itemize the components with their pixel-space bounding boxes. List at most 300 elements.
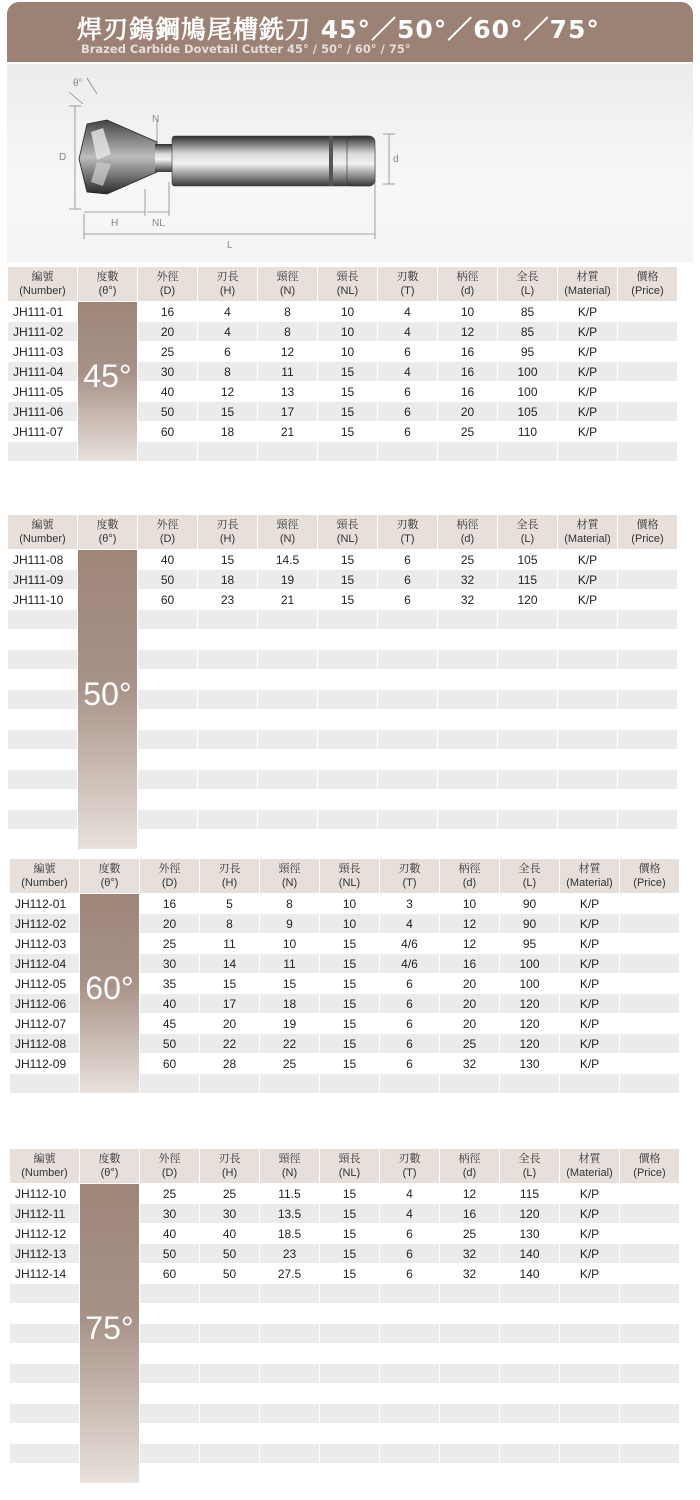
part-number-cell (10, 1074, 79, 1093)
table-cell: 8 (200, 914, 259, 933)
table-cell (438, 830, 497, 849)
table-cell (200, 1074, 259, 1093)
table-cell: 28 (200, 1054, 259, 1073)
column-header (380, 1149, 439, 1183)
table-cell (500, 1074, 559, 1093)
neck-dia-label: N (152, 114, 160, 125)
part-number-cell: JH112-13 (10, 1244, 79, 1263)
table-cell: 6 (380, 974, 439, 993)
table-cell (140, 1464, 199, 1483)
table-cell: 12 (438, 322, 497, 341)
table-cell (200, 1384, 259, 1403)
table-cell (620, 994, 679, 1013)
table-cell (138, 650, 197, 669)
table-cell: K/P (560, 1244, 619, 1263)
table-cell (560, 1344, 619, 1363)
column-header-zh: 度數 (98, 863, 121, 875)
table-cell: 23 (260, 1244, 319, 1263)
table-cell (200, 1304, 259, 1323)
part-number-cell (10, 1284, 79, 1303)
table-cell: 95 (500, 934, 559, 953)
table-cell: K/P (558, 590, 617, 609)
column-header (8, 515, 77, 549)
table-cell (138, 610, 197, 629)
column-header-en: (T) (402, 1167, 417, 1179)
table-cell: 30 (140, 1204, 199, 1223)
column-header (78, 515, 137, 549)
angle-label: 75° (85, 1310, 134, 1346)
column-header-zh: 外徑 (158, 863, 181, 875)
header-row (10, 1149, 679, 1183)
table-cell (440, 1324, 499, 1343)
part-number-cell (10, 1324, 79, 1343)
table-cell: 6 (378, 590, 437, 609)
table-cell (380, 1074, 439, 1093)
column-header (440, 859, 499, 893)
table-cell: 15 (320, 1034, 379, 1053)
table-cell: 6 (380, 1224, 439, 1243)
table-cell: 50 (140, 1244, 199, 1263)
table-cell (618, 550, 677, 569)
table-cell: 6 (378, 422, 437, 441)
table-cell: 60 (138, 590, 197, 609)
table-cell: 18 (198, 570, 257, 589)
column-header (258, 267, 317, 301)
table-cell (620, 1424, 679, 1443)
angle-cell (80, 1184, 139, 1483)
table-cell: 15 (318, 550, 377, 569)
table-cell: 40 (140, 1224, 199, 1243)
table-cell (320, 1404, 379, 1423)
table-cell (560, 1404, 619, 1423)
table-cell (620, 1324, 679, 1343)
table-cell: 10 (260, 934, 319, 953)
table-cell (260, 1404, 319, 1423)
table-cell (438, 770, 497, 789)
column-header-zh: 柄徑 (456, 519, 479, 531)
column-header-en: (N) (279, 285, 296, 297)
column-header-zh: 刃數 (398, 863, 421, 875)
column-header (260, 859, 319, 893)
table-cell (318, 610, 377, 629)
column-header-zh: 編號 (33, 1153, 56, 1165)
table-cell: 32 (440, 1264, 499, 1283)
table-cell (318, 710, 377, 729)
dovetail-cutter-diagram (7, 64, 693, 262)
table-cell (320, 1284, 379, 1303)
table-cell (620, 954, 679, 973)
table-cell (498, 790, 557, 809)
table-cell: 20 (200, 1014, 259, 1033)
table-cell (620, 1054, 679, 1073)
table-cell (258, 650, 317, 669)
table-cell: 15 (318, 422, 377, 441)
table-cell (380, 1404, 439, 1423)
table-cell: 140 (500, 1244, 559, 1263)
table-cell (140, 1074, 199, 1093)
table-cell: K/P (560, 954, 619, 973)
table-cell (378, 650, 437, 669)
column-header (378, 515, 437, 549)
part-number-cell: JH112-14 (10, 1264, 79, 1283)
table-cell: 60 (140, 1054, 199, 1073)
table-cell (318, 690, 377, 709)
table-cell (378, 610, 437, 629)
table-cell (200, 1464, 259, 1483)
table-cell: K/P (560, 1204, 619, 1223)
table-cell: K/P (558, 570, 617, 589)
table-cell (618, 650, 677, 669)
table-cell: 11.5 (260, 1184, 319, 1203)
table-cell: 16 (440, 1204, 499, 1223)
table-cell (498, 442, 557, 461)
column-header (558, 267, 617, 301)
column-header-zh: 價格 (636, 271, 659, 283)
table-cell (138, 770, 197, 789)
table-cell (438, 710, 497, 729)
column-header (140, 859, 199, 893)
table-row (10, 894, 679, 913)
table-cell: 30 (200, 1204, 259, 1223)
column-header-en: (T) (400, 285, 415, 297)
part-number-cell: JH111-02 (8, 322, 77, 341)
table-cell: 25 (140, 934, 199, 953)
table-cell (198, 630, 257, 649)
table-cell: 4/6 (380, 954, 439, 973)
table-cell: 15 (318, 402, 377, 421)
spec-table-4 (9, 1148, 680, 1484)
table-cell: 10 (320, 914, 379, 933)
table-cell (440, 1464, 499, 1483)
part-number-cell: JH111-06 (8, 402, 77, 421)
table-cell: 4 (378, 302, 437, 321)
table-cell (380, 1384, 439, 1403)
table-cell (140, 1404, 199, 1423)
column-header-en: (Price) (633, 1167, 666, 1179)
column-header-en: (d) (460, 533, 475, 545)
table-cell: 40 (200, 1224, 259, 1243)
column-header (10, 1149, 79, 1183)
table-cell (378, 442, 437, 461)
table-cell (560, 1424, 619, 1443)
table-cell: 130 (500, 1054, 559, 1073)
table-cell (558, 670, 617, 689)
part-number-cell (8, 810, 77, 829)
column-header (140, 1149, 199, 1183)
column-header-zh: 頸長 (338, 863, 361, 875)
column-header-en: (NL) (338, 877, 361, 889)
table-cell (558, 442, 617, 461)
table-cell (378, 710, 437, 729)
table-cell (438, 810, 497, 829)
table-cell (438, 750, 497, 769)
table-cell: 5 (200, 894, 259, 913)
column-header-zh: 度數 (98, 1153, 121, 1165)
angle-label: 50° (83, 676, 132, 712)
part-number-cell (8, 610, 77, 629)
table-cell: 32 (440, 1054, 499, 1073)
table-cell (198, 650, 257, 669)
table-cell: 18.5 (260, 1224, 319, 1243)
table-cell: 15 (318, 362, 377, 381)
table-cell: 15 (320, 1054, 379, 1073)
table-cell (320, 1364, 379, 1383)
column-header (438, 267, 497, 301)
table-cell (498, 730, 557, 749)
column-header (618, 267, 677, 301)
column-header (560, 1149, 619, 1183)
part-number-cell: JH111-09 (8, 570, 77, 589)
table-cell: 15 (320, 1244, 379, 1263)
table-cell: 120 (500, 994, 559, 1013)
table-cell: 25 (140, 1184, 199, 1203)
table-cell (618, 790, 677, 809)
spec-table-3 (9, 858, 680, 1094)
part-number-cell (10, 1404, 79, 1423)
table-cell (618, 322, 677, 341)
table-cell: K/P (560, 1014, 619, 1033)
table-cell (620, 974, 679, 993)
part-number-cell: JH112-09 (10, 1054, 79, 1073)
table-cell (260, 1344, 319, 1363)
table-cell: 14.5 (258, 550, 317, 569)
angle-label: 60° (85, 970, 134, 1006)
table-cell (198, 442, 257, 461)
table-cell (558, 630, 617, 649)
table-cell (618, 690, 677, 709)
column-header-zh: 刃長 (216, 271, 239, 283)
table-cell (620, 1364, 679, 1383)
table-cell: 10 (440, 894, 499, 913)
part-number-cell (10, 1464, 79, 1483)
table-row (8, 302, 677, 321)
column-header (258, 515, 317, 549)
table-cell: 6 (380, 1014, 439, 1033)
table-cell: 40 (140, 994, 199, 1013)
table-cell (620, 1204, 679, 1223)
table-cell: 40 (138, 550, 197, 569)
table-cell (258, 770, 317, 789)
table-cell: 16 (438, 382, 497, 401)
table-cell: 19 (260, 1014, 319, 1033)
column-header (498, 515, 557, 549)
column-header-en: (Price) (631, 285, 664, 297)
table-cell: 9 (260, 914, 319, 933)
table-cell: 50 (138, 570, 197, 589)
table-cell (198, 770, 257, 789)
table-cell (260, 1424, 319, 1443)
table-cell (318, 630, 377, 649)
table-cell: 19 (258, 570, 317, 589)
column-header-zh: 頸長 (338, 1153, 361, 1165)
table-cell (618, 610, 677, 629)
table-cell (260, 1074, 319, 1093)
table-cell (618, 670, 677, 689)
table-cell (440, 1304, 499, 1323)
column-header-zh: 全長 (516, 271, 539, 283)
table-cell (200, 1344, 259, 1363)
table-cell (618, 362, 677, 381)
table-cell: 11 (258, 362, 317, 381)
table-cell (198, 670, 257, 689)
table-cell (258, 730, 317, 749)
column-header-zh: 外徑 (156, 519, 179, 531)
table-cell: 25 (260, 1054, 319, 1073)
column-header-zh: 柄徑 (458, 1153, 481, 1165)
table-cell: 15 (200, 974, 259, 993)
overall-length-label: L (227, 240, 233, 251)
table-cell (618, 302, 677, 321)
table-cell: 35 (140, 974, 199, 993)
table-row (10, 1184, 679, 1203)
table-cell: 18 (260, 994, 319, 1013)
column-header-zh: 刃長 (218, 863, 241, 875)
column-header-en: (Material) (566, 877, 613, 889)
column-header-zh: 材質 (576, 271, 599, 283)
table-cell (498, 770, 557, 789)
table-cell: 13 (258, 382, 317, 401)
table-cell: 14 (200, 954, 259, 973)
table-cell: 15 (320, 1014, 379, 1033)
table-cell: 25 (200, 1184, 259, 1203)
part-number-cell: JH111-05 (8, 382, 77, 401)
table-cell (440, 1444, 499, 1463)
table-cell: 90 (500, 894, 559, 913)
table-cell (620, 1464, 679, 1483)
column-header (500, 1149, 559, 1183)
table-cell (558, 690, 617, 709)
header-row (8, 267, 677, 301)
part-number-cell: JH111-10 (8, 590, 77, 609)
table-cell (618, 630, 677, 649)
table-cell: 10 (318, 322, 377, 341)
column-header-en: (θ°) (100, 1167, 119, 1179)
part-number-cell (10, 1304, 79, 1323)
column-header-zh: 價格 (638, 1153, 661, 1165)
table-cell (140, 1384, 199, 1403)
table-cell: 8 (260, 894, 319, 913)
column-header (138, 267, 197, 301)
part-number-cell: JH112-07 (10, 1014, 79, 1033)
column-header-en: (D) (159, 285, 176, 297)
table-cell (618, 770, 677, 789)
table-cell (500, 1384, 559, 1403)
table-cell (500, 1284, 559, 1303)
table-cell (320, 1464, 379, 1483)
table-cell: 50 (140, 1034, 199, 1053)
table-cell: 22 (200, 1034, 259, 1053)
table-cell (258, 750, 317, 769)
table-cell (140, 1444, 199, 1463)
table-cell: 130 (500, 1224, 559, 1243)
table-cell (260, 1364, 319, 1383)
column-header (558, 515, 617, 549)
table-cell: 17 (200, 994, 259, 1013)
table-cell: 32 (438, 590, 497, 609)
angle-label: 45° (83, 358, 132, 394)
table-cell (620, 1384, 679, 1403)
table-cell (318, 790, 377, 809)
table-cell (380, 1464, 439, 1483)
column-header-en: (d) (460, 285, 475, 297)
table-cell (258, 690, 317, 709)
column-header-en: (N) (279, 533, 296, 545)
column-header-en: (θ°) (100, 877, 119, 889)
column-header-zh: 刃數 (396, 271, 419, 283)
table-cell (618, 422, 677, 441)
table-cell (498, 690, 557, 709)
angle-cell (80, 894, 139, 1093)
table-cell (620, 914, 679, 933)
outer-dia-label: D (59, 152, 67, 163)
table-cell (618, 402, 677, 421)
table-cell (618, 382, 677, 401)
table-cell (558, 730, 617, 749)
table-cell (258, 630, 317, 649)
table-cell (380, 1424, 439, 1443)
table-cell (618, 730, 677, 749)
table-cell (318, 770, 377, 789)
table-cell: 15 (320, 954, 379, 973)
part-number-cell: JH112-05 (10, 974, 79, 993)
column-header (198, 515, 257, 549)
table-cell (138, 690, 197, 709)
column-header-en: (Material) (566, 1167, 613, 1179)
column-header (620, 1149, 679, 1183)
table-cell (438, 610, 497, 629)
column-header (498, 267, 557, 301)
table-cell: K/P (558, 422, 617, 441)
table-cell (200, 1364, 259, 1383)
table-cell: 85 (498, 322, 557, 341)
column-header (620, 859, 679, 893)
table-cell: 25 (138, 342, 197, 361)
table-cell: 60 (138, 422, 197, 441)
table-cell: 100 (500, 954, 559, 973)
table-cell (558, 790, 617, 809)
table-cell: 25 (438, 422, 497, 441)
angle-cell (78, 550, 137, 849)
table-cell: 50 (200, 1244, 259, 1263)
table-cell (618, 590, 677, 609)
table-cell (260, 1464, 319, 1483)
column-header-en: (θ°) (98, 285, 117, 297)
column-header (318, 515, 377, 549)
table-cell (618, 442, 677, 461)
part-number-cell (10, 1444, 79, 1463)
column-header-zh: 頸徑 (276, 271, 299, 283)
table-cell (260, 1384, 319, 1403)
theta-label: θ° (73, 78, 83, 89)
table-cell (498, 610, 557, 629)
table-cell (200, 1424, 259, 1443)
column-header-en: (NL) (338, 1167, 361, 1179)
table-cell: 4 (380, 1184, 439, 1203)
column-header-zh: 全長 (518, 1153, 541, 1165)
table-cell (438, 630, 497, 649)
table-cell (560, 1324, 619, 1343)
table-cell (558, 710, 617, 729)
column-header (198, 267, 257, 301)
table-cell: 20 (140, 914, 199, 933)
column-header-zh: 外徑 (158, 1153, 181, 1165)
part-number-cell: JH111-01 (8, 302, 77, 321)
table-cell (320, 1324, 379, 1343)
table-cell (618, 570, 677, 589)
table-cell: K/P (560, 1054, 619, 1073)
table-cell (378, 690, 437, 709)
table-cell (558, 650, 617, 669)
